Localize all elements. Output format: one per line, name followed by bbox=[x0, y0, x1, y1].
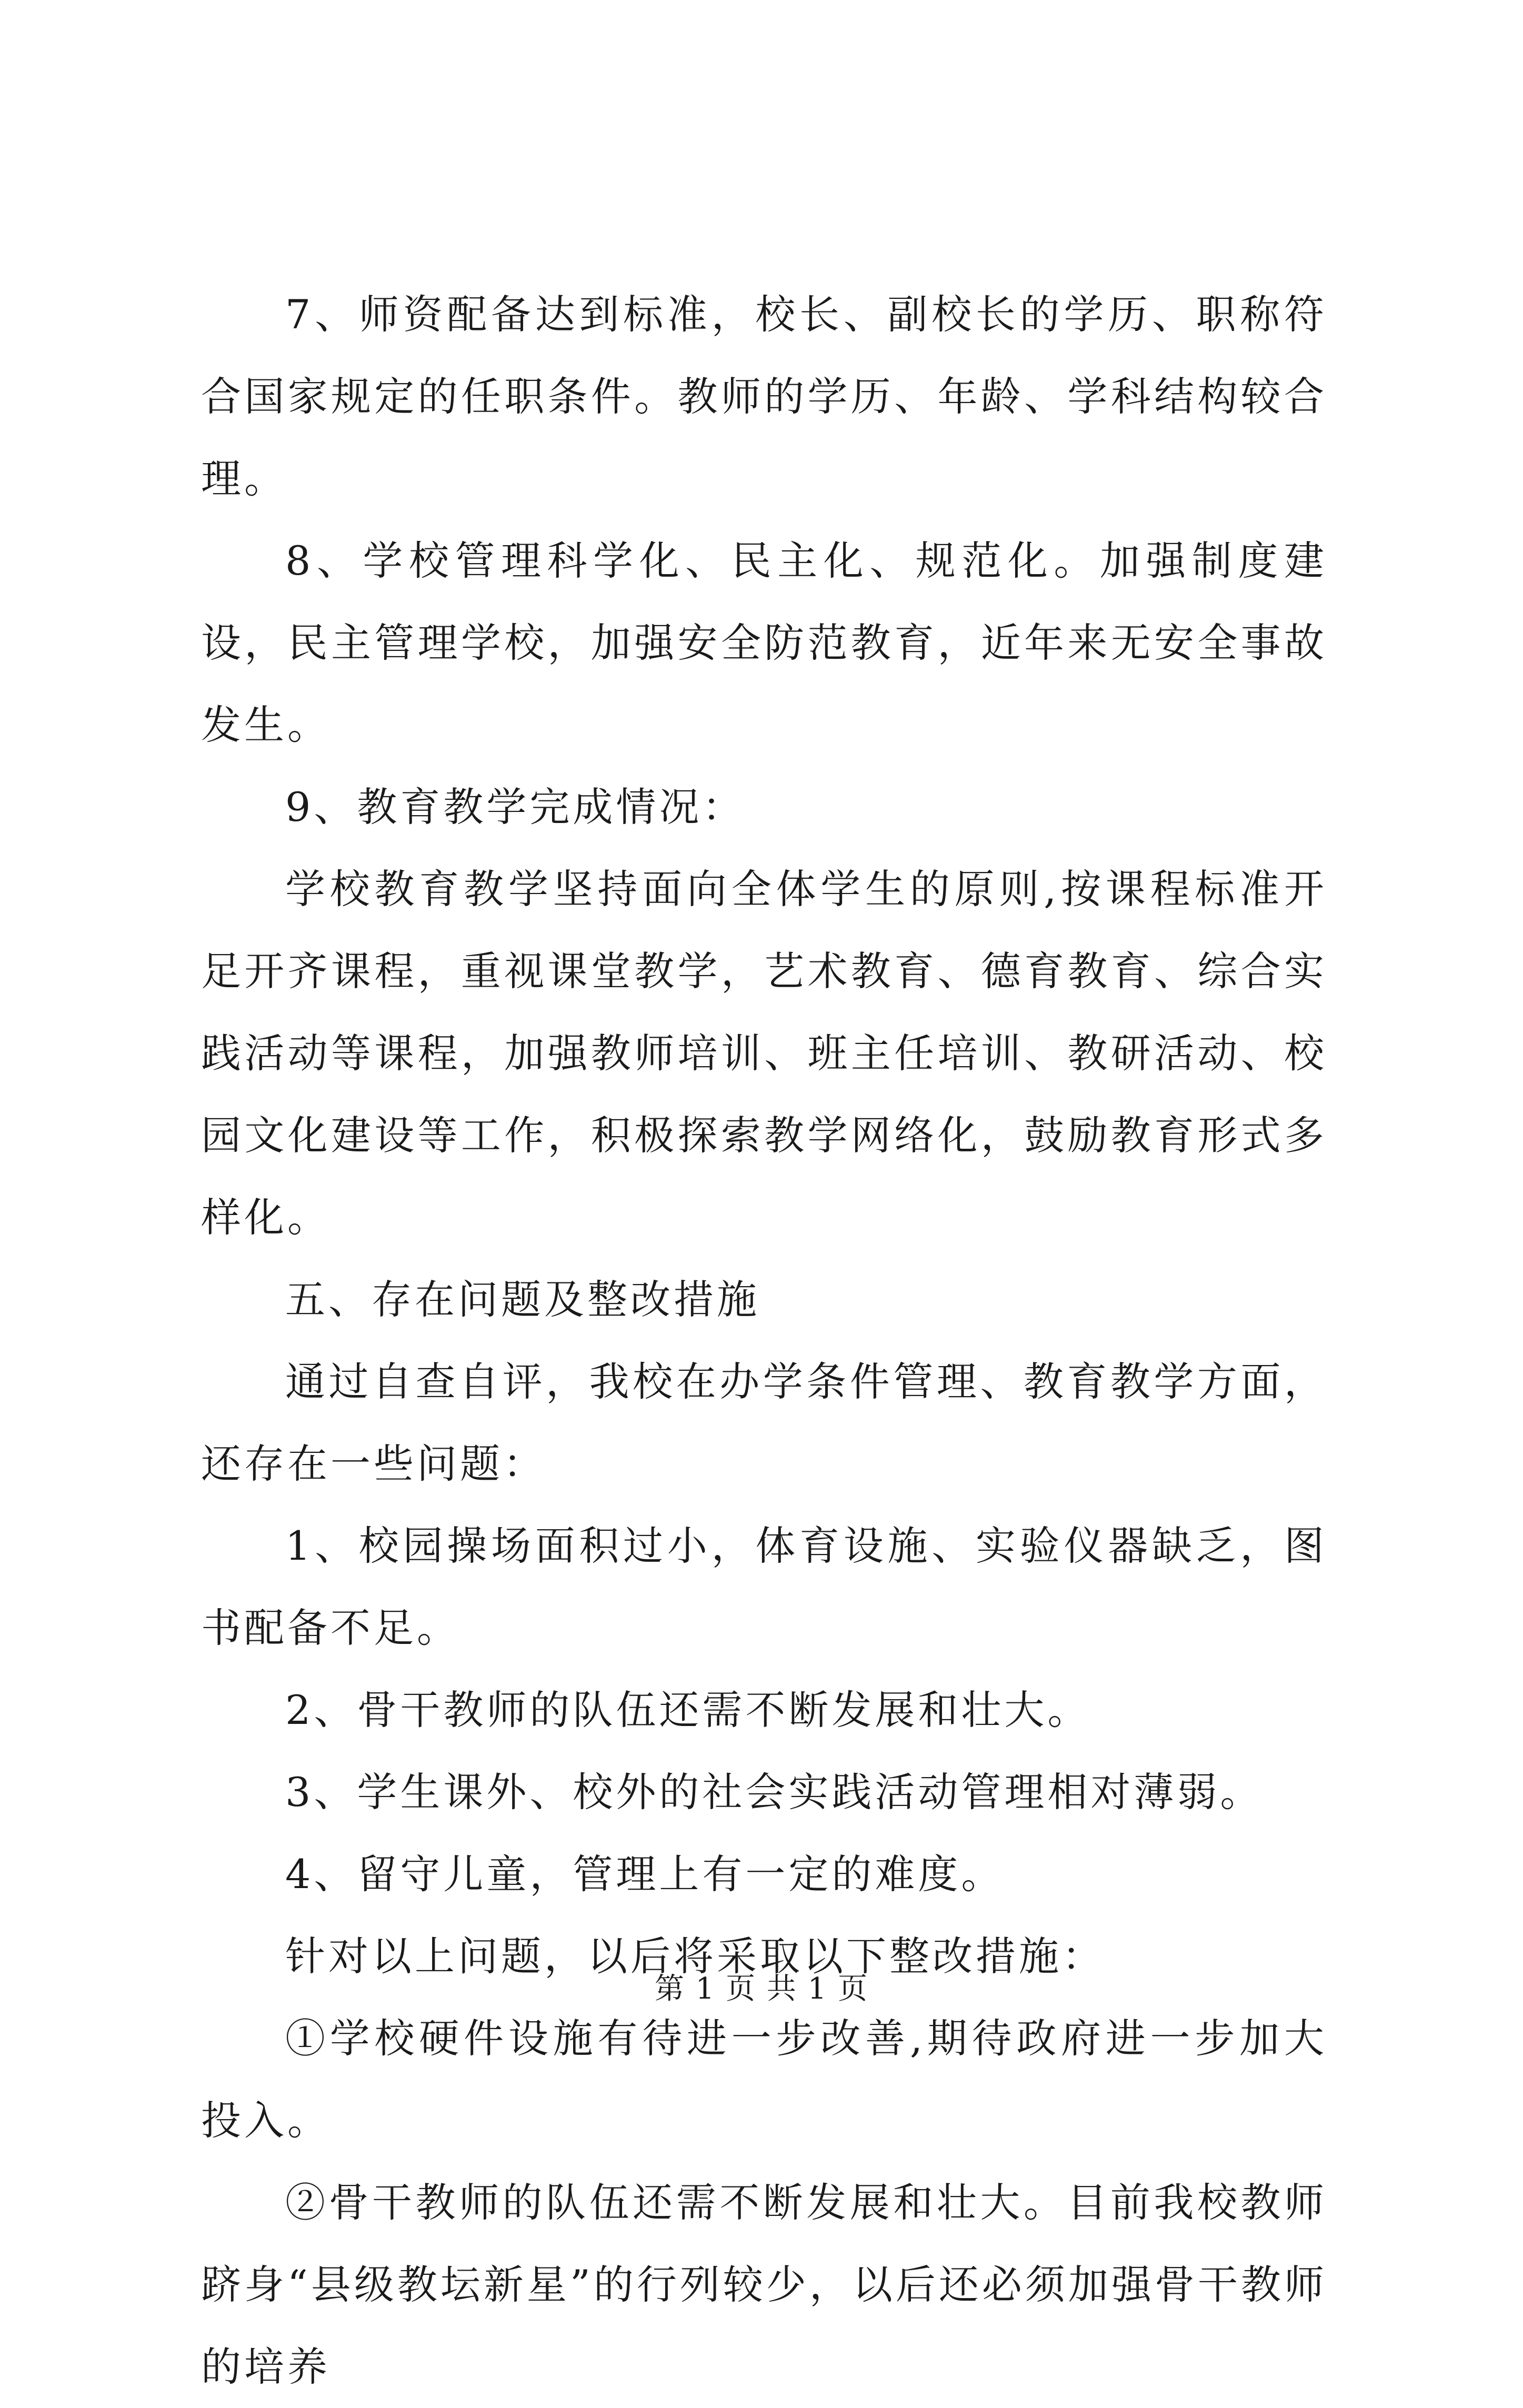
measure-item-1: ①学校硬件设施有待进一步改善,期待政府进一步加大投入。 bbox=[201, 2015, 1327, 2144]
section-heading: 五、存在问题及整改措施 bbox=[285, 1276, 760, 1323]
issue-item-1: 1、校园操场面积过小，体育设施、实验仪器缺乏，图书配备不足。 bbox=[201, 1522, 1327, 1651]
paragraph-teaching: 学校教育教学坚持面向全体学生的原则,按课程标准开足开齐课程，重视课堂教学，艺术教育、德育教育、综合实践活动等课程，加强教师培训、班主任培训、教研活动、校园文化建设等工作，积极探索教学网络化，鼓励教育形式多样化。 bbox=[201, 866, 1327, 1241]
paragraph-item-9: 9、教育教学完成情况： bbox=[285, 784, 746, 830]
issue-item-3: 3、学生课外、校外的社会实践活动管理相对薄弱。 bbox=[285, 1769, 1264, 1815]
page-footer: 第 1 页 共 1 页 bbox=[654, 1972, 869, 2006]
paragraph-intro-measures: 针对以上问题，以后将采取以下整改措施： bbox=[285, 1933, 1105, 1980]
paragraph-item-7: 7、师资配备达到标准，校长、副校长的学历、职称符合国家规定的任职条件。教师的学历、年龄、学科结构较合理。 bbox=[201, 291, 1327, 502]
document-body bbox=[201, 274, 1327, 2408]
measure-item-2: ②骨干教师的队伍还需不断发展和壮大。目前我校教师跻身“县级教坛新星”的行列较少，以后还必须加强骨干教师的培养 bbox=[201, 2179, 1327, 2390]
paragraph-intro-issues: 通过自查自评，我校在办学条件管理、教育教学方面，还存在一些问题： bbox=[201, 1358, 1327, 1487]
issue-item-4: 4、留守儿童，管理上有一定的难度。 bbox=[285, 1851, 1005, 1898]
issue-item-2: 2、骨干教师的队伍还需不断发展和壮大。 bbox=[285, 1687, 1091, 1733]
paragraph-item-8: 8、学校管理科学化、民主化、规范化。加强制度建设，民主管理学校，加强安全防范教育，近年来无安全事故发生。 bbox=[201, 537, 1327, 748]
